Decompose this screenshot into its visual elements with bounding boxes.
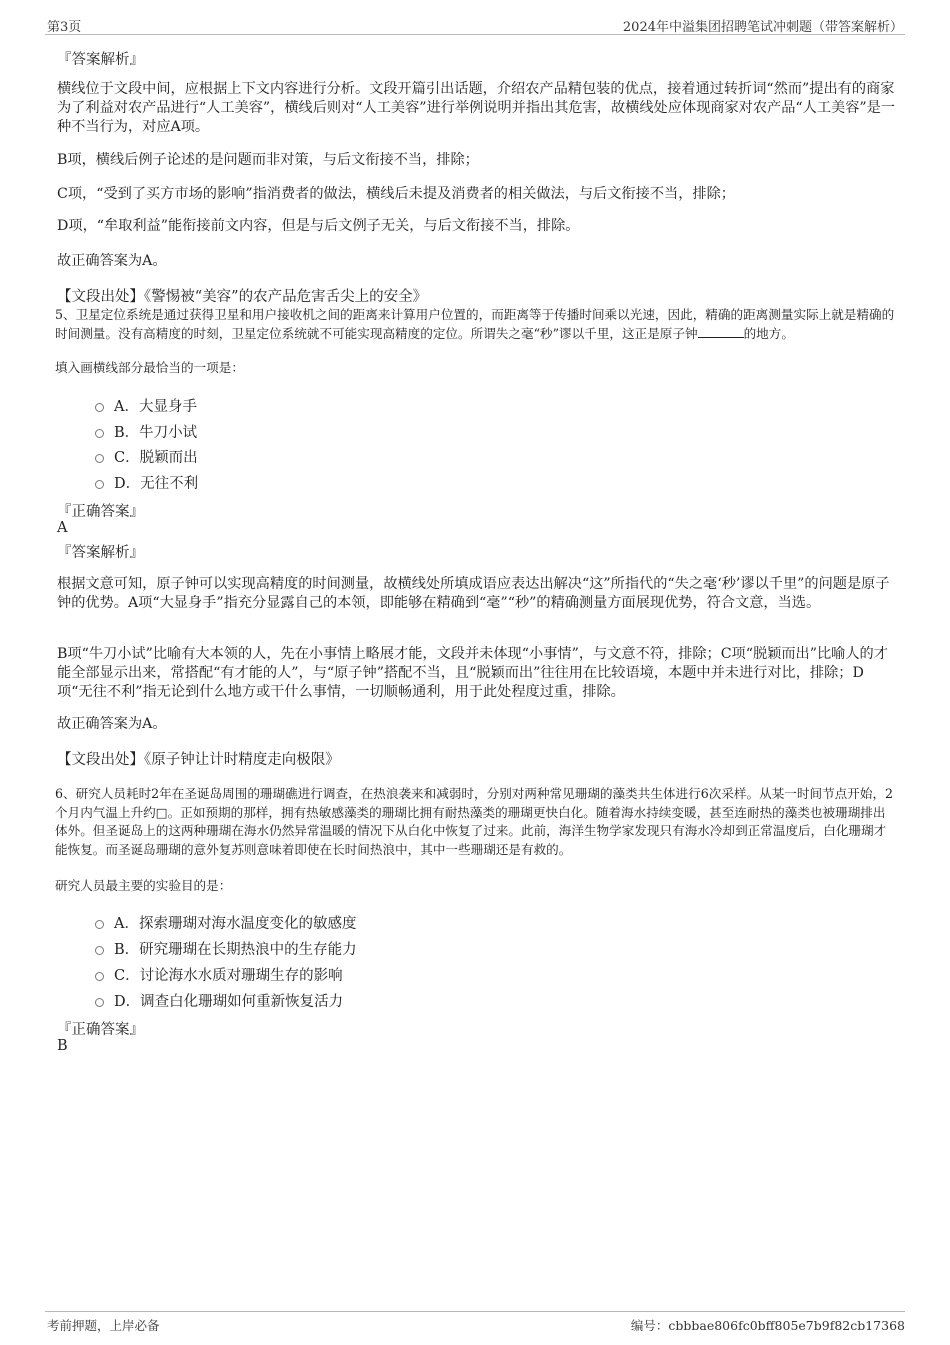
radio-icon[interactable]: [95, 480, 104, 489]
q5-option-b[interactable]: [95, 421, 197, 441]
radio-icon[interactable]: [95, 920, 104, 929]
document-title: 2024年中溢集团招聘笔试冲刺题（带答案解析）: [622, 20, 903, 35]
option-text: 大显身手: [138, 398, 197, 415]
q5-option-d[interactable]: [95, 472, 198, 492]
q6-stem: 6、研究人员耗时2年在圣诞岛周围的珊瑚礁进行调查，在热浪袭来和减弱时，分别对两种常见珊瑚的藻类共生体进行6次采样。从某一时间节点开始，2个月内气温上升约□。正如预期的那样，拥有热敏感藻类的珊瑚比拥有耐热藻类的珊瑚更快白化。随着海水持续变暖，甚至连耐热的藻类也被珊瑚排出体外。但圣诞岛上的这两种珊瑚在海水仍然异常温暖的情况下从白化中恢复了过来。此前，海洋生物学家发现只有海水冷却到正常温度后，白化珊瑚才能恢复。而圣诞岛珊瑚的意外复苏则意味着即使在长时间热浪中，其中一些珊瑚还是有救的。: [55, 786, 894, 857]
q4-analysis-d: D项，“牟取利益”能衔接前文内容，但是与后文例子无关，与后文衔接不当，排除。: [57, 218, 580, 234]
q5-analysis-label: 『答案解析』: [57, 545, 144, 561]
q4-conclusion: 故正确答案为A。: [57, 253, 167, 269]
footer-serial: 编号：cbbbae806fc0bff805e7b9f82cb17368: [630, 1318, 905, 1333]
page-number: 第3页: [47, 20, 82, 35]
radio-icon[interactable]: [95, 998, 104, 1007]
option-letter: A．: [114, 398, 139, 415]
option-letter: D．: [114, 993, 141, 1010]
q5-option-a[interactable]: [95, 395, 197, 415]
footer-slogan: 考前押题，上岸必备: [47, 1318, 160, 1333]
option-letter: A．: [114, 915, 139, 932]
q5-conclusion: 故正确答案为A。: [57, 716, 167, 732]
q4-analysis-label: 『答案解析』: [57, 52, 144, 68]
q5-stem-end: 的地方。: [743, 325, 794, 341]
q5-prompt: 填入画横线部分最恰当的一项是：: [55, 360, 244, 375]
q4-analysis-para: 横线位于文段中间，应根据上下文内容进行分析。文段开篇引出话题，介绍农产品精包装的优点，接着通过转折词“然而”提出有的商家为了利益对农产品进行“人工美容”，横线后则对“人工美容”进行举例说明并指出其危害，故横线处应体现商家对农产品“人工美容”是一种不当行为，对应A项。: [57, 81, 896, 135]
q5-source: 【文段出处】《原子钟让计时精度走向极限》: [57, 752, 340, 768]
q6-answer: B: [57, 1038, 68, 1054]
q5-analysis-para2: B项“牛刀小试”比喻有大本领的人，先在小事情上略展才能，文段并未体现“小事情”，与文意不符，排除；C项“脱颖而出”比喻人的才能全部显示出来，常搭配“有才能的人”，与“原子钟”搭配不当，且“脱颖而出”往往用在比较语境，本题中并未进行对比，排除；D项“无往不利”指无论到什么地方或干什么事情，一切顺畅通利，用于此处程度过重，排除。: [57, 646, 888, 700]
option-text: 牛刀小试: [139, 424, 198, 441]
q6-prompt: 研究人员最主要的实验目的是：: [55, 878, 232, 893]
option-letter: B．: [114, 424, 140, 441]
q6-option-a[interactable]: [95, 912, 356, 932]
q6-option-b[interactable]: [95, 938, 357, 958]
page-footer: [45, 1311, 905, 1334]
q5-analysis-para1: 根据文意可知，原子钟可以实现高精度的时间测量，故横线处所填成语应表达出解决“这”所指代的“失之毫‘秒’谬以千里”的问题是原子钟的优势。A项“大显身手”指充分显露自己的本领，即能够在精确到“毫”“秒”的精确测量方面展现优势，符合文意，当选。: [57, 576, 890, 611]
option-text: 脱颖而出: [139, 449, 198, 466]
q5-option-c[interactable]: [95, 446, 198, 466]
q4-analysis-b: B项，横线后例子论述的是问题而非对策，与后文衔接不当，排除；: [57, 152, 479, 168]
q5-blank: [698, 325, 744, 338]
option-letter: D．: [114, 475, 141, 492]
q6-option-d[interactable]: [95, 990, 343, 1010]
radio-icon[interactable]: [95, 946, 104, 955]
q4-source: 【文段出处】《警惕被“美容”的农产品危害舌尖上的安全》: [57, 289, 428, 305]
q6-option-c[interactable]: [95, 964, 343, 984]
option-text: 无往不利: [140, 475, 199, 492]
q5-stem: [55, 306, 897, 343]
radio-icon[interactable]: [95, 429, 104, 438]
radio-icon[interactable]: [95, 454, 104, 463]
q5-answer: A: [57, 520, 68, 536]
q5-answer-label: 『正确答案』: [57, 504, 144, 520]
q5-stem-text: 5、卫星定位系统是通过获得卫星和用户接收机之间的距离来计算用户位置的，而距离等于传播时间乘以光速，因此，精确的距离测量实际上就是精确的时间测量。没有高精度的时刻，卫星定位系统就不可能实现高精度的定位。所谓失之毫“秒”谬以千里，这正是原子钟: [55, 307, 895, 341]
option-letter: C．: [114, 449, 140, 466]
radio-icon[interactable]: [95, 403, 104, 412]
option-text: 探索珊瑚对海水温度变化的敏感度: [138, 915, 357, 932]
page-header: [45, 14, 905, 35]
option-letter: C．: [114, 967, 140, 984]
option-text: 调查白化珊瑚如何重新恢复活力: [140, 993, 344, 1010]
option-text: 研究珊瑚在长期热浪中的生存能力: [139, 941, 357, 958]
radio-icon[interactable]: [95, 972, 104, 981]
q6-answer-label: 『正确答案』: [57, 1022, 144, 1038]
q4-analysis-c: C项，“受到了买方市场的影响”指消费者的做法，横线后未提及消费者的相关做法，与后文衔接不当，排除；: [57, 186, 735, 202]
option-letter: B．: [114, 941, 140, 958]
option-text: 讨论海水水质对珊瑚生存的影响: [139, 967, 343, 984]
